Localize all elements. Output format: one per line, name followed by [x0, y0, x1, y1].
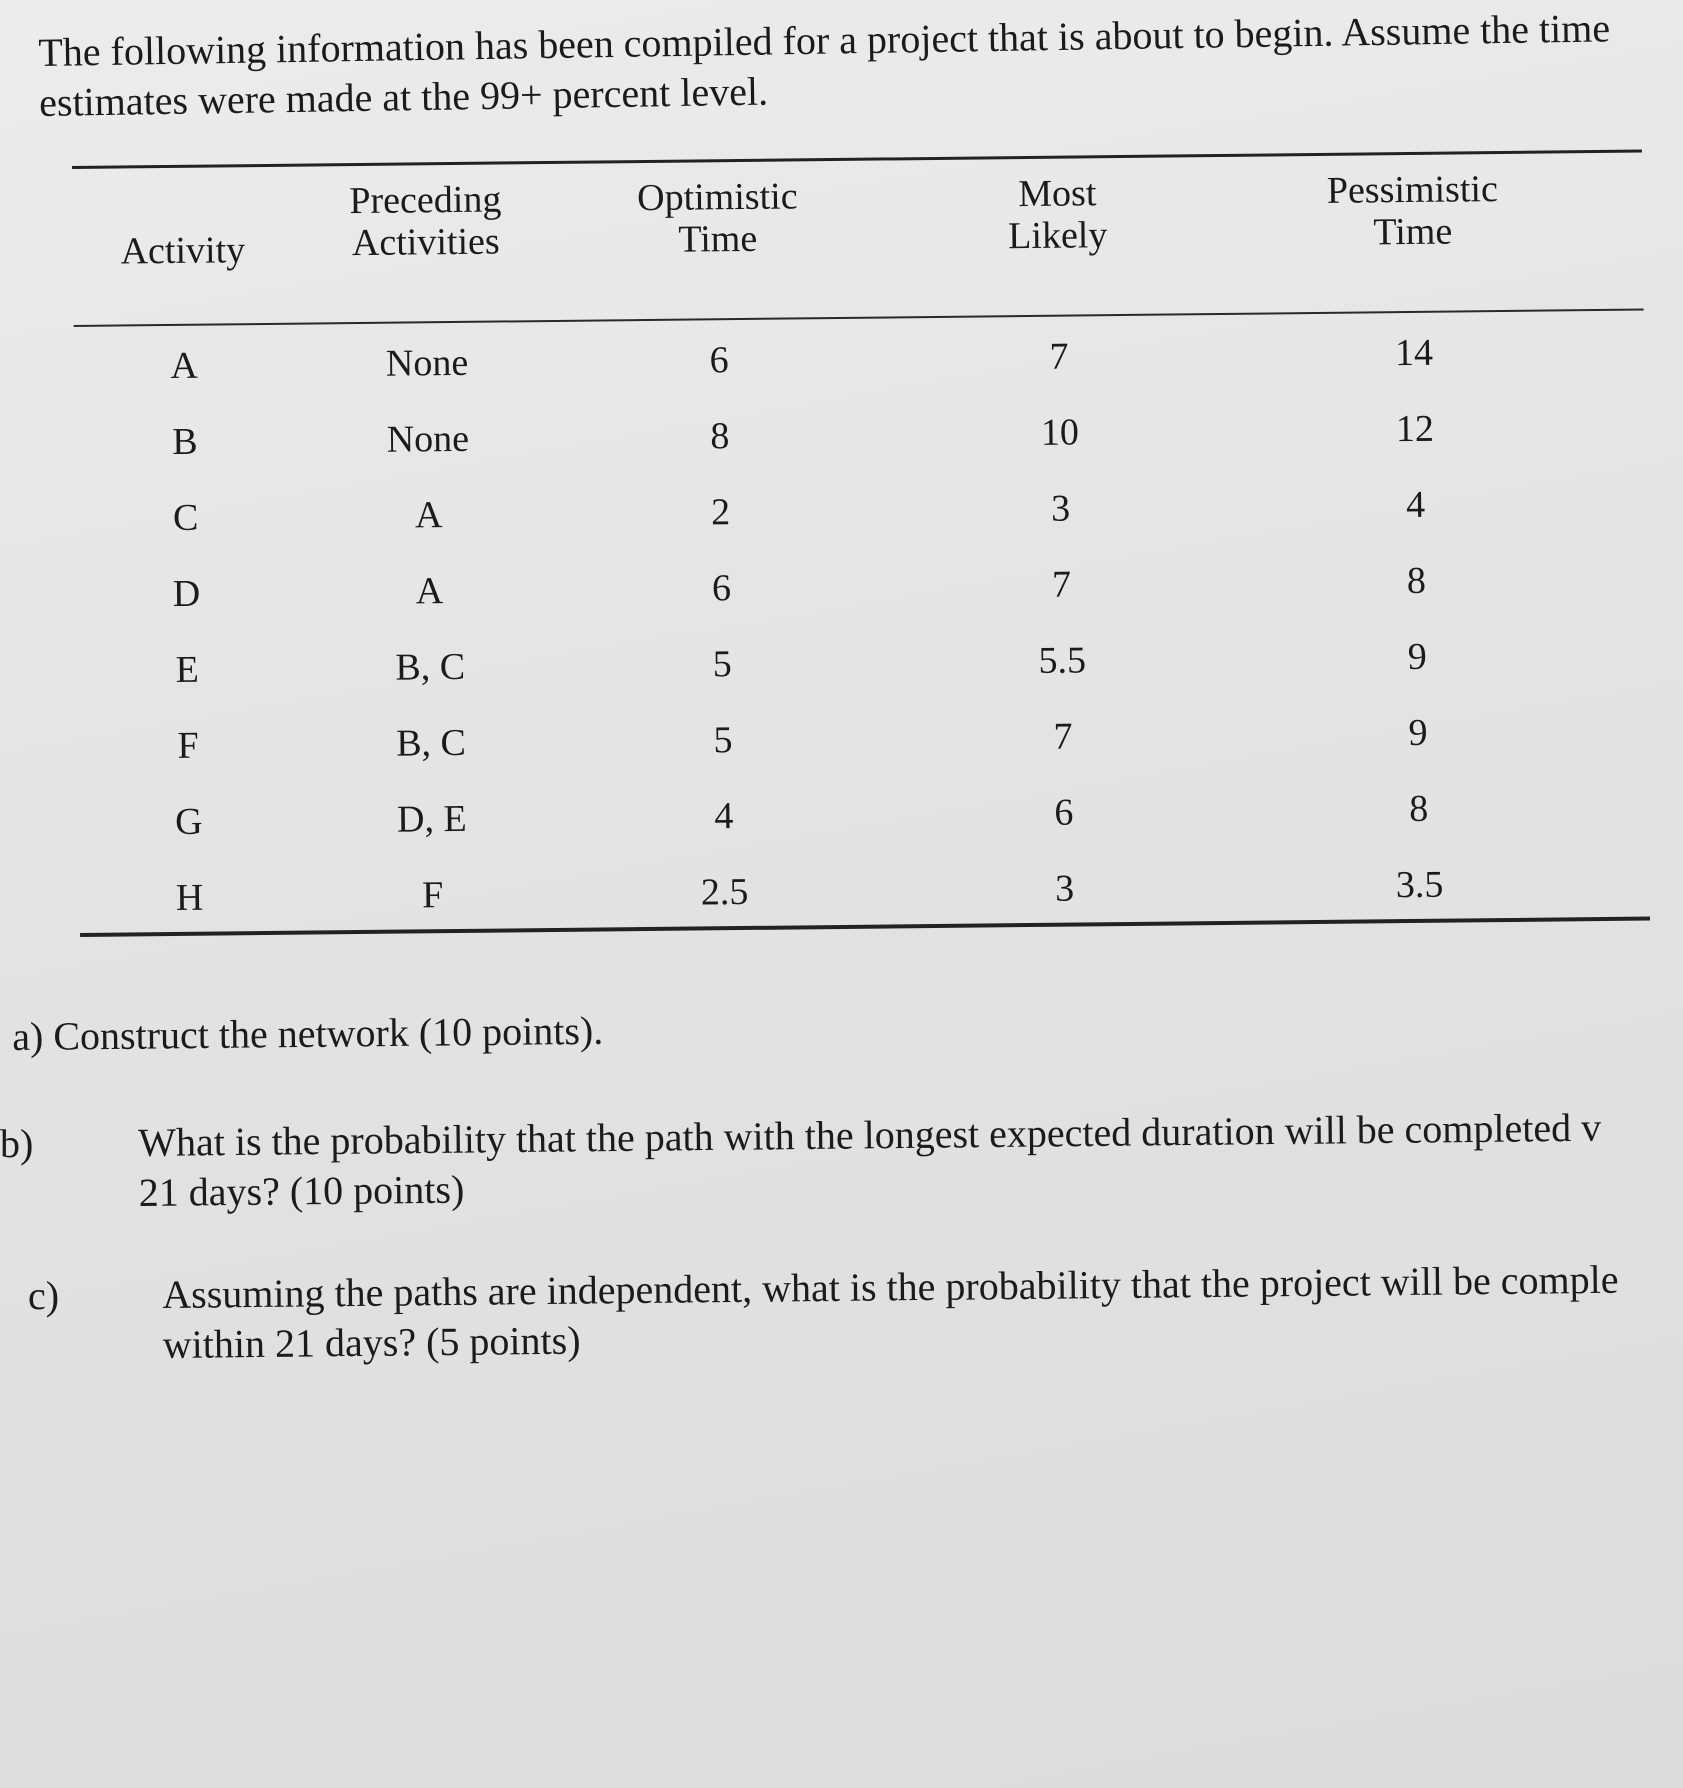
cell-pessimistic: 12 — [1395, 407, 1435, 451]
question-c-line-2: within 21 days? (5 points) — [162, 1317, 581, 1367]
header-line: Likely — [1007, 214, 1108, 258]
cell-optimistic: 8 — [710, 415, 730, 458]
intro-line-1: The following information has been compiled for a project that is about to begin. Assume the time — [38, 5, 1611, 75]
cell-optimistic: 2.5 — [700, 870, 749, 914]
cell-most-likely: 3 — [1050, 487, 1071, 530]
cell-preceding: None — [385, 341, 469, 385]
cell-activity: G — [174, 800, 203, 843]
cell-preceding: D, E — [396, 797, 467, 841]
question-b-line-2: 21 days? (10 points) — [138, 1166, 465, 1215]
cell-activity: E — [175, 648, 200, 691]
question-b — [138, 1103, 1602, 1218]
cell-activity: C — [172, 496, 199, 539]
table-body — [74, 311, 1650, 933]
intro-line-2: estimates were made at the 99+ percent level. — [38, 68, 769, 125]
cell-preceding: B, C — [395, 721, 467, 765]
cell-optimistic: 5 — [712, 643, 732, 686]
cell-preceding: F — [421, 874, 444, 917]
cell-optimistic: 5 — [713, 719, 733, 762]
cell-activity: B — [171, 420, 198, 463]
header-line: Most — [1018, 172, 1097, 216]
cell-optimistic: 6 — [709, 339, 729, 382]
table-header — [72, 153, 1644, 325]
cell-most-likely: 10 — [1040, 411, 1080, 454]
header-line: Activity — [120, 229, 246, 273]
header-line: Time — [1373, 210, 1453, 254]
cell-pessimistic: 8 — [1406, 559, 1427, 603]
cell-activity: H — [175, 876, 204, 919]
cell-preceding: A — [415, 570, 444, 613]
cell-activity: D — [172, 572, 201, 615]
question-b-label: b) — [0, 1121, 34, 1166]
cell-most-likely: 7 — [1051, 563, 1072, 606]
question-a: a) Construct the network (10 points). — [12, 1007, 604, 1059]
cell-optimistic: 4 — [714, 795, 734, 838]
cell-pessimistic: 3.5 — [1395, 863, 1444, 907]
header-activity — [82, 181, 283, 273]
header-line: Activities — [351, 220, 500, 265]
cell-pessimistic: 8 — [1409, 787, 1429, 831]
cell-most-likely: 7 — [1053, 715, 1073, 758]
cell-optimistic: 6 — [711, 567, 732, 610]
header-line: Pessimistic — [1326, 168, 1499, 212]
table-row — [79, 861, 1650, 953]
cell-activity: A — [170, 344, 199, 387]
cell-preceding: None — [386, 417, 470, 461]
header-pessimistic — [1312, 168, 1513, 254]
cell-preceding: B, C — [395, 645, 466, 689]
intro-paragraph — [38, 2, 1683, 128]
activity-table — [72, 150, 1650, 937]
cell-optimistic: 2 — [710, 491, 731, 534]
header-line: Preceding — [349, 178, 502, 223]
header-line: Time — [678, 217, 758, 261]
cell-most-likely: 3 — [1054, 867, 1075, 910]
header-line: Optimistic — [636, 175, 798, 220]
header-most-likely — [957, 172, 1158, 258]
cell-pessimistic: 9 — [1408, 711, 1428, 755]
cell-most-likely: 6 — [1054, 791, 1074, 834]
cell-most-likely: 7 — [1049, 335, 1069, 378]
header-optimistic — [617, 175, 818, 261]
cell-pessimistic: 14 — [1394, 331, 1434, 375]
question-c — [162, 1255, 1619, 1370]
question-b-line-1: What is the probability that the path with the longest expected duration will be completed v — [138, 1104, 1602, 1165]
header-line — [82, 181, 282, 225]
header-preceding — [325, 178, 526, 264]
cell-activity: F — [177, 724, 199, 767]
cell-most-likely: 5.5 — [1038, 639, 1087, 682]
question-c-line-1: Assuming the paths are independent, what is the probability that the project will be comple — [162, 1256, 1619, 1317]
cell-pessimistic: 9 — [1407, 635, 1427, 679]
cell-pessimistic: 4 — [1405, 483, 1426, 527]
cell-preceding: A — [414, 494, 443, 537]
question-c-label: c) — [28, 1273, 60, 1318]
